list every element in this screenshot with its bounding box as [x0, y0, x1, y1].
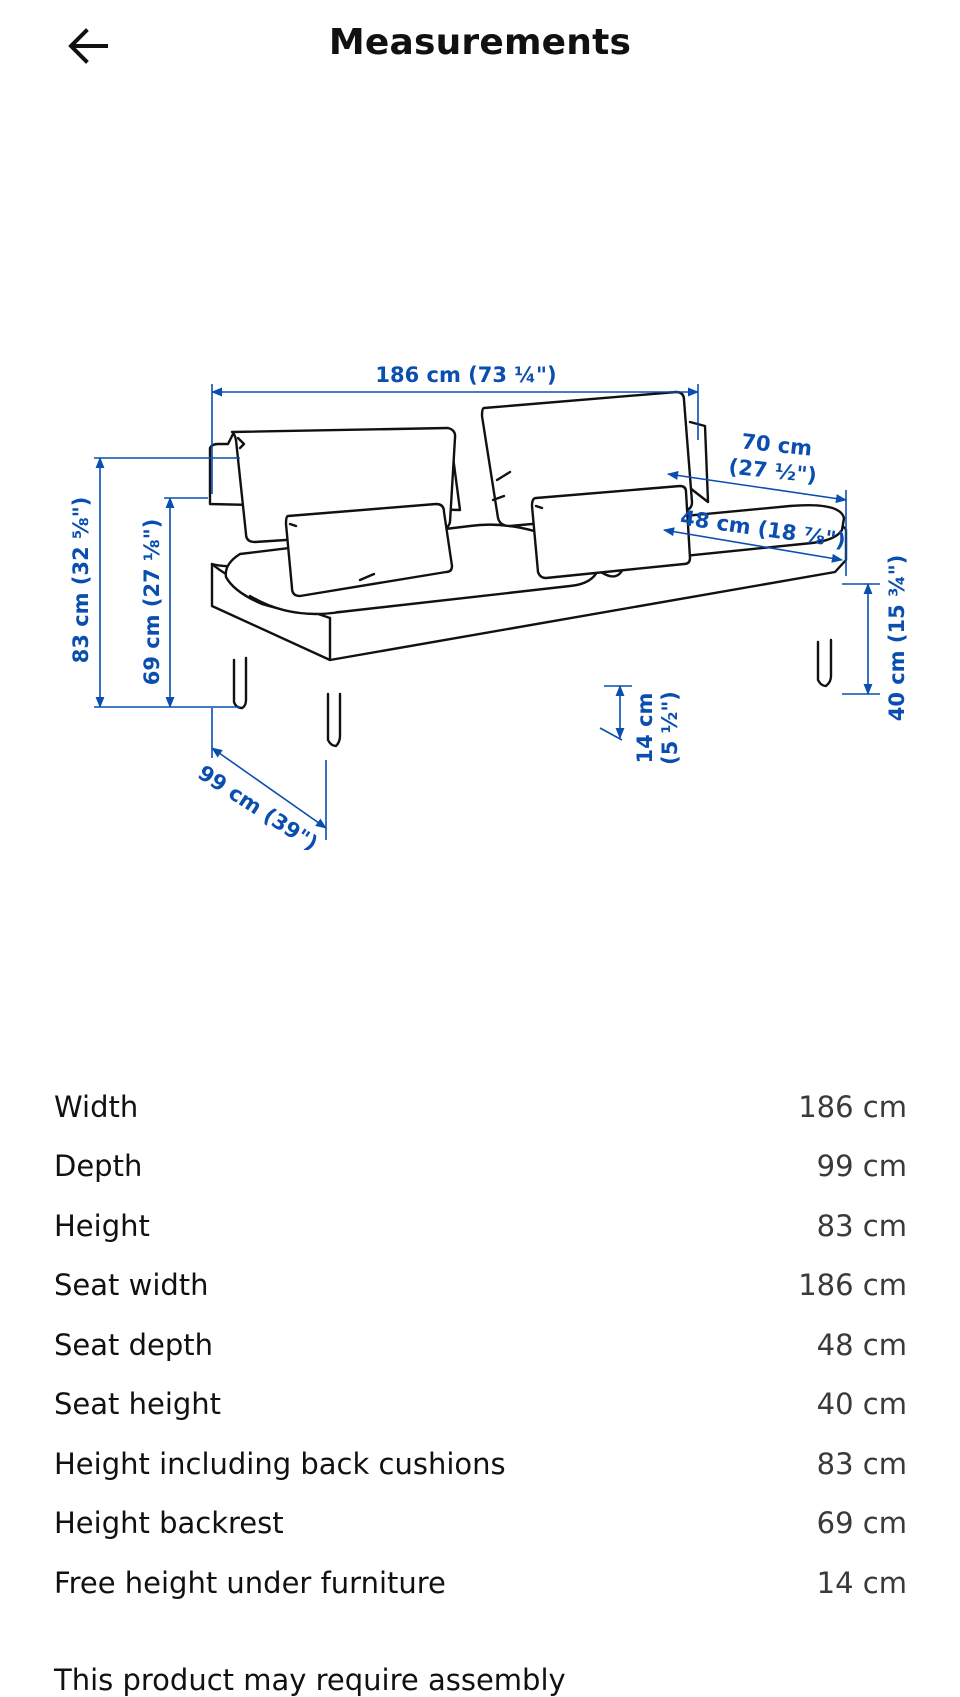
measurement-label: Seat width [54, 1268, 209, 1303]
measurement-label: Seat depth [54, 1327, 214, 1362]
measurement-row [54, 1494, 907, 1554]
total-height-dimension-label: 83 cm (32 ⅝") [69, 496, 93, 664]
free-height-label-line2: (5 ½") [658, 691, 682, 765]
measurement-row [54, 1077, 907, 1137]
measurement-row [54, 1434, 907, 1494]
measurement-row [54, 1196, 907, 1256]
cushion-depth-label-line1: 70 cm [740, 429, 814, 461]
measurement-row [54, 1137, 907, 1197]
cushion-depth-label-line2: (27 ½") [727, 454, 818, 488]
measurement-label: Seat height [54, 1387, 222, 1422]
measurement-value: 186 cm [798, 1089, 907, 1124]
free-height-label-line1: 14 cm [633, 692, 657, 764]
measurement-label: Width [54, 1089, 139, 1124]
top-bar [0, 0, 960, 96]
measurement-row [54, 1553, 907, 1613]
measurement-value: 83 cm [816, 1446, 907, 1481]
depth-dimension-label: 99 cm (39") [193, 760, 323, 850]
measurement-value: 40 cm [816, 1387, 907, 1422]
measurement-value: 48 cm [816, 1327, 907, 1362]
measurement-value: 186 cm [798, 1268, 907, 1303]
sofa-dimension-illustration [0, 330, 960, 850]
measurement-label: Height backrest [54, 1506, 284, 1541]
measurements-list [54, 1077, 907, 1613]
measurement-label: Free height under furniture [54, 1565, 446, 1600]
page-title: Measurements [328, 22, 632, 63]
measurement-row [54, 1315, 907, 1375]
measurement-value: 69 cm [816, 1506, 907, 1541]
seat-height-dimension-label: 40 cm (15 ¾") [885, 554, 909, 722]
measurement-value: 14 cm [816, 1565, 907, 1600]
measurement-row [54, 1256, 907, 1316]
measurement-value: 83 cm [816, 1208, 907, 1243]
backrest-height-dimension-label: 69 cm (27 ⅛") [140, 518, 164, 686]
measurement-value: 99 cm [816, 1149, 907, 1184]
assembly-note: This product may require assembly [54, 1663, 566, 1697]
measurement-label: Height including back cushions [54, 1446, 506, 1481]
measurement-label: Depth [54, 1149, 143, 1184]
measurement-row [54, 1375, 907, 1435]
measurement-label: Height [54, 1208, 150, 1243]
seat-depth-dimension-label: 48 cm (18 ⅞") [678, 505, 848, 553]
width-dimension-label: 186 cm (73 ¼") [375, 363, 557, 387]
